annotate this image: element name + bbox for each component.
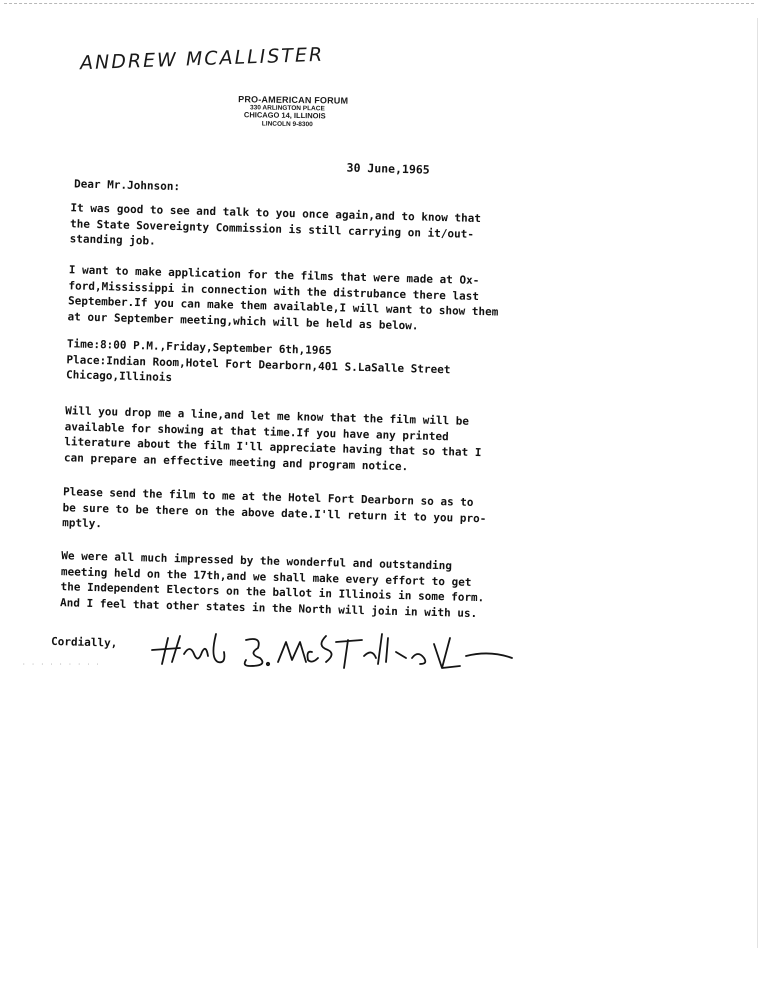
paragraph-meeting-details: Time:8:00 P.M.,Friday,September 6th,1965 Place:Indian Room,Hotel Fort Dearborn,401 S.LaSalle Street Chicago,Illinois	[65, 337, 451, 385]
handwritten-signature	[150, 628, 520, 676]
paragraph-greeting: It was good to see and talk to you once again,and to know that the State Sovereignty Commission is still carrying on it/out- standing job.	[69, 201, 482, 248]
closing: Cordially,	[50, 634, 118, 650]
salutation: Dear Mr.Johnson:	[73, 177, 181, 194]
page-top-edge	[4, 3, 754, 4]
letterhead-address-line-2: CHICAGO 14, ILLINOIS	[243, 110, 326, 121]
paragraph-confirmation-request: Will you drop me a line,and let me know that the film will be available for showing at that time.If you have any printed literature about the film I'll appreciate having that so that I can prepare an effective meeting and program notice.	[63, 404, 482, 473]
letterhead-phone: LINCOLN 9-8300	[261, 120, 313, 128]
letter-date: 30 June,1965	[346, 160, 430, 177]
letterhead-address-line-1: 330 ARLINGTON PLACE	[249, 104, 325, 113]
paragraph-independent-electors: We were all much impressed by the wonderful and outstanding meeting held on the 17th,and we shall make every effort to get the Independent Electors on the ballot in Illinois in some form. And I feel that other states in the North will join in with us.	[59, 549, 485, 620]
scan-specks: · · · · · · · · ·	[22, 661, 101, 668]
paragraph-film-request: I want to make application for the films that were made at Ox- ford,Mississippi in connection with the distrubance there last September.If you can make them available,I will want to show them at our September meeting,which will be held as below.	[67, 263, 499, 332]
handwritten-name-note: ANDREW MCALLISTER	[79, 43, 325, 75]
letterhead-organization: PRO-AMERICAN FORUM	[238, 94, 349, 106]
letterhead	[238, 94, 358, 129]
scan-edge-line	[757, 18, 758, 948]
letter-body	[50, 150, 560, 650]
paragraph-shipping: Please send the film to me at the Hotel Fort Dearborn so as to be sure to be there on the above date.I'll return it to you pro- mptly.	[62, 485, 487, 531]
